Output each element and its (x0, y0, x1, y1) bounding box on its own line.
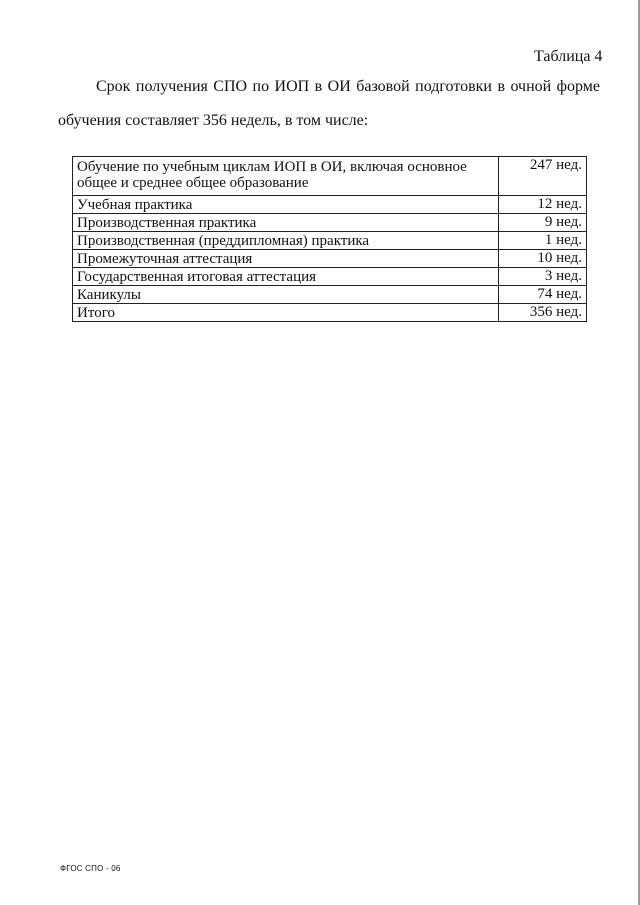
row-value: 9 нед. (499, 214, 587, 232)
table-row-total (73, 304, 587, 322)
table-row (73, 268, 587, 286)
row-name: Государственная итоговая аттестация (73, 268, 499, 286)
row-value: 3 нед. (499, 268, 587, 286)
table-row (73, 214, 587, 232)
row-name: Производственная практика (73, 214, 499, 232)
row-name: Учебная практика (73, 196, 499, 214)
footer-code: ФГОС СПО - 06 (60, 864, 121, 873)
table-row (73, 196, 587, 214)
table-number-label: Таблица 4 (534, 48, 603, 65)
table-row (73, 286, 587, 304)
row-name: Обучение по учебным циклам ИОП в ОИ, включая основное общее и среднее общее образование (73, 157, 499, 196)
row-value: 12 нед. (499, 196, 587, 214)
row-value: 10 нед. (499, 250, 587, 268)
row-value: 1 нед. (499, 232, 587, 250)
row-value: 247 нед. (499, 157, 587, 196)
intro-paragraph: Срок получения СПО по ИОП в ОИ базовой подготовки в очной форме обучения составляет 356 недель, в том числе: (58, 78, 600, 129)
row-name: Промежуточная аттестация (73, 250, 499, 268)
row-name: Производственная (преддипломная) практика (73, 232, 499, 250)
table-row (73, 250, 587, 268)
row-value: 74 нед. (499, 286, 587, 304)
row-name: Каникулы (73, 286, 499, 304)
row-name: Итого (73, 304, 499, 322)
row-value: 356 нед. (499, 304, 587, 322)
study-period-table (72, 156, 587, 322)
table-row (73, 232, 587, 250)
table-row (73, 157, 587, 196)
